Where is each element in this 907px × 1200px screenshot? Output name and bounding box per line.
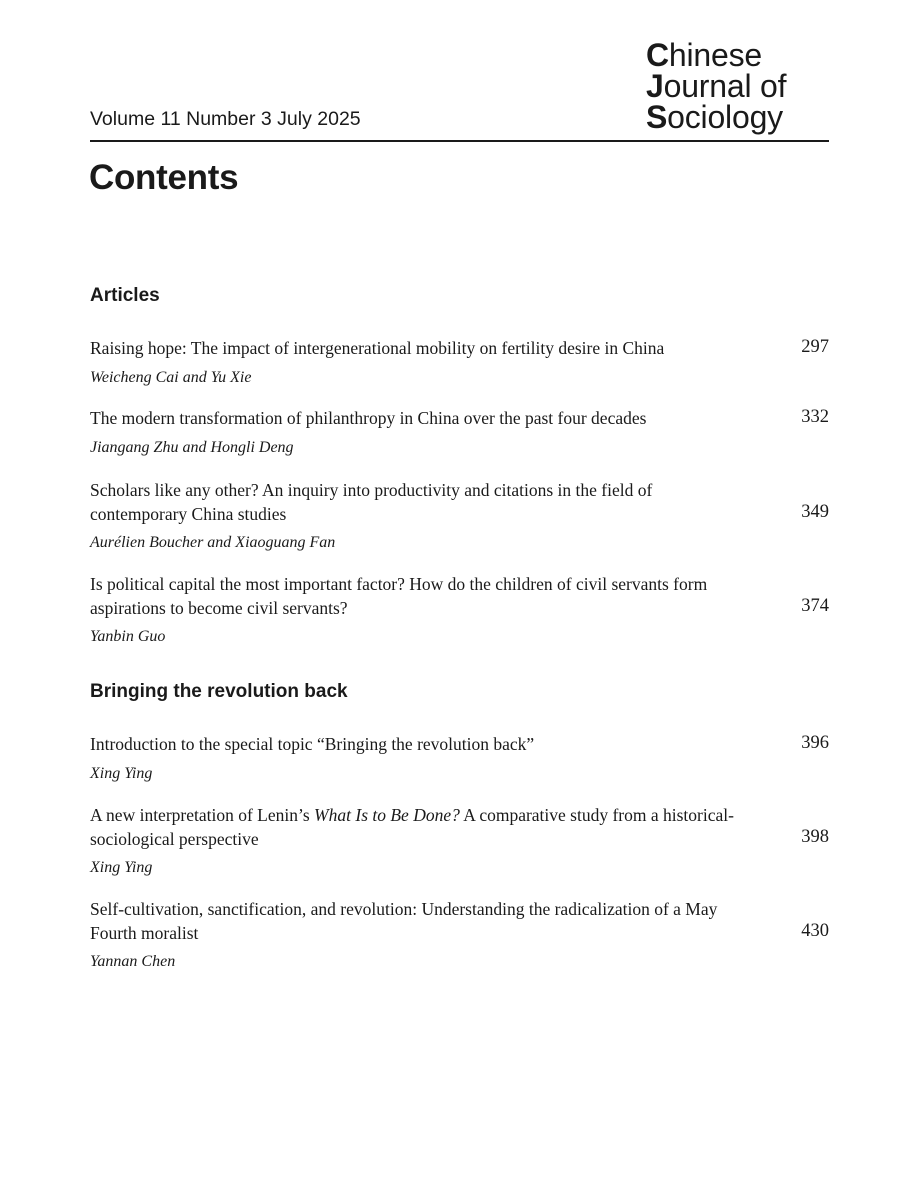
- page-title: Contents: [89, 158, 239, 197]
- toc-entry[interactable]: [90, 898, 829, 972]
- logo-initial: J: [646, 68, 664, 104]
- section-heading-articles: Articles: [90, 285, 160, 306]
- toc-entry[interactable]: [90, 804, 829, 878]
- entry-authors: Xing Ying: [90, 859, 153, 876]
- logo-rest: ournal of: [663, 68, 787, 104]
- entry-authors: Aurélien Boucher and Xiaoguang Fan: [90, 534, 336, 551]
- logo-line-journal: [646, 68, 787, 104]
- entry-page-number: 396: [801, 733, 829, 753]
- entry-title-book: What Is to Be Done?: [314, 805, 460, 825]
- entry-title[interactable]: Raising hope: The impact of intergenerational mobility on fertility desire in China: [90, 338, 665, 358]
- logo-initial: C: [646, 37, 669, 73]
- toc-entry[interactable]: [90, 407, 829, 458]
- toc-entry[interactable]: [90, 733, 829, 784]
- section-heading-revolution: Bringing the revolution back: [90, 681, 348, 702]
- entry-title-part: A comparative study from a historical-sociological perspective: [90, 805, 734, 849]
- journal-logo: [646, 37, 787, 135]
- entry-authors: Xing Ying: [90, 764, 153, 782]
- volume-issue-line: Volume 11 Number 3 July 2025: [90, 108, 361, 130]
- entry-title[interactable]: The modern transformation of philanthropy in China over the past four decades: [90, 408, 647, 428]
- entry-title[interactable]: Is political capital the most important factor? How do the children of civil servants form aspirations to become civil servants?: [90, 574, 708, 618]
- entry-page-number: 374: [801, 596, 829, 616]
- entry-page-number: 332: [801, 407, 829, 427]
- entry-page-number: 297: [801, 337, 829, 357]
- logo-rest: ociology: [667, 99, 783, 135]
- entry-page-number: 349: [801, 502, 829, 522]
- entry-page-number: 430: [801, 921, 829, 941]
- entry-authors: Yannan Chen: [90, 953, 176, 970]
- logo-initial: S: [646, 99, 668, 135]
- logo-line-chinese: [646, 37, 786, 73]
- toc-entry[interactable]: [90, 479, 829, 553]
- toc-entry[interactable]: [90, 573, 829, 647]
- toc-entry[interactable]: [90, 337, 829, 388]
- entry-title-part: A new interpretation of Lenin’s: [90, 805, 315, 825]
- entry-title[interactable]: [90, 804, 750, 851]
- logo-line-sociology: [646, 99, 786, 135]
- entry-authors: Jiangang Zhu and Hongli Deng: [90, 438, 294, 456]
- entry-authors: Weicheng Cai and Yu Xie: [90, 368, 252, 386]
- entry-title[interactable]: Introduction to the special topic “Bringing the revolution back”: [90, 734, 535, 754]
- entry-authors: Yanbin Guo: [90, 628, 166, 645]
- logo-rest: hinese: [668, 37, 763, 73]
- entry-page-number: 398: [801, 827, 829, 847]
- entry-title[interactable]: Self-cultivation, sanctification, and revolution: Understanding the radicalization of a May Fourth moralist: [90, 899, 718, 943]
- entry-title[interactable]: Scholars like any other? An inquiry into productivity and citations in the field of contemporary China studies: [90, 480, 653, 524]
- header-divider: [90, 140, 829, 142]
